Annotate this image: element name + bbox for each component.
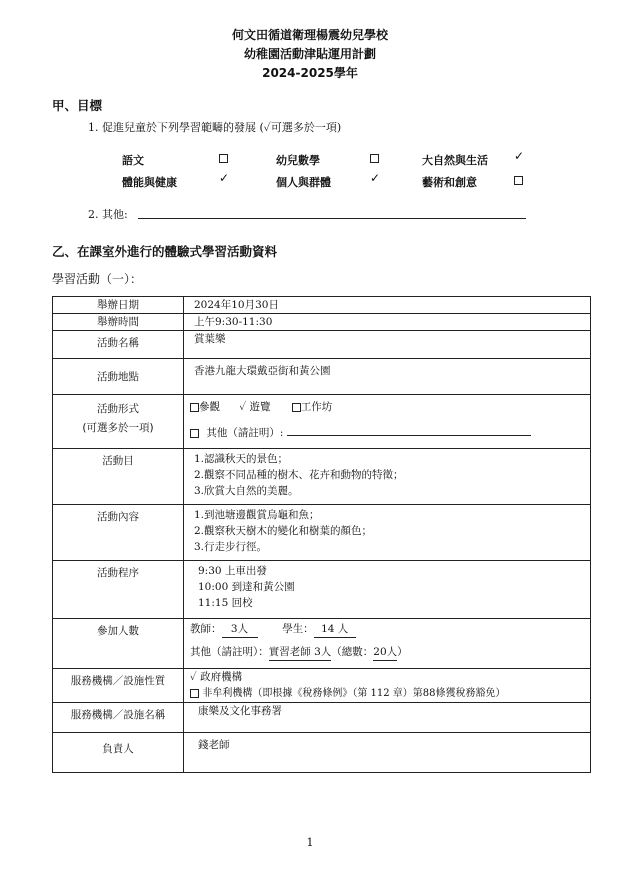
- date-value: 2024年10月30日: [184, 297, 591, 314]
- person-label: 負責人: [53, 733, 184, 773]
- org-type-government: 政府機構: [200, 671, 243, 683]
- list-item: 11:15 回校: [198, 597, 253, 609]
- table-row: [53, 703, 591, 733]
- goal-item-1: 1. 促進兒童於下列學習範疇的發展 (✓可選多於一項): [88, 121, 342, 134]
- checkbox-icon[interactable]: [514, 176, 523, 185]
- section-b-title: 乙、在課室外進行的體驗式學習活動資料: [52, 244, 278, 259]
- table-row: [53, 449, 591, 505]
- checkmark-icon[interactable]: ✓: [370, 171, 381, 185]
- table-row: [53, 297, 591, 314]
- other-goal-blank[interactable]: [138, 218, 526, 219]
- total-count: 20人: [373, 644, 397, 661]
- person-value: 錢老師: [184, 733, 591, 773]
- table-row: [53, 619, 591, 669]
- school-name: 何文田循道衛理楊震幼兒學校: [231, 28, 388, 42]
- form-option-tour: 遊覽: [249, 401, 271, 413]
- participants-label: 參加人數: [53, 619, 184, 669]
- table-row: [53, 395, 591, 449]
- teacher-count: 3人: [222, 621, 258, 638]
- activity-table: [52, 296, 591, 773]
- list-item: 10:00 到達和黃公園: [198, 581, 295, 593]
- time-value: 上午9:30-11:30: [184, 314, 591, 331]
- procedure-label: 活動程序: [53, 561, 184, 619]
- goal-item-2-label: 2. 其他:: [88, 208, 128, 221]
- procedure-value: [184, 561, 591, 619]
- goal-label: 藝術和創意: [422, 176, 477, 189]
- checkmark-icon[interactable]: ✓: [219, 171, 230, 185]
- org-type-value: [184, 669, 591, 703]
- total-suffix: ）: [397, 646, 408, 658]
- content-value: [184, 505, 591, 561]
- date-label: 舉辦日期: [53, 297, 184, 314]
- student-count: 14 人: [314, 621, 356, 638]
- table-row: [53, 505, 591, 561]
- org-type-label: 服務機構／設施性質: [53, 669, 184, 703]
- form-label: 活動形式: [97, 403, 139, 415]
- goal-label: 幼兒數學: [276, 154, 320, 167]
- form-option-other: 其他（請註明）:: [206, 427, 284, 439]
- form-options: [184, 395, 591, 449]
- list-item: 9:30 上車出發: [198, 565, 267, 577]
- goal-row-label: 活動目: [53, 449, 184, 505]
- table-row: [53, 669, 591, 703]
- list-item: 2.觀察秋天樹木的變化和樹葉的顏色；: [194, 525, 373, 537]
- form-option-visit: 參觀: [199, 401, 220, 413]
- checkmark-icon[interactable]: ✓: [190, 671, 197, 683]
- school-year: 2024-2025學年: [262, 66, 358, 80]
- table-row: [53, 331, 591, 359]
- place-label: 活動地點: [53, 359, 184, 395]
- checkmark-icon[interactable]: ✓: [239, 401, 247, 413]
- time-label: 舉辦時間: [53, 314, 184, 331]
- form-label-cell: [53, 395, 184, 449]
- checkmark-icon[interactable]: ✓: [514, 149, 525, 163]
- list-item: 3.欣賞大自然的美麗。: [194, 485, 299, 497]
- page-number: 1: [306, 836, 314, 849]
- form-option-workshop: 工作坊: [300, 401, 333, 413]
- checkbox-icon[interactable]: [292, 403, 301, 412]
- plan-title: 幼稚園活動津貼運用計劃: [243, 47, 376, 61]
- content-label: 活動內容: [53, 505, 184, 561]
- activity-title: 學習活動（一）：: [52, 272, 143, 286]
- checkbox-icon[interactable]: [219, 154, 228, 163]
- org-type-nonprofit: 非牟利機構（即根據《稅務條例》（第 112 章）第88條獲稅務豁免）: [202, 688, 506, 699]
- other-form-blank[interactable]: [287, 425, 531, 436]
- checkbox-icon[interactable]: [370, 154, 379, 163]
- goal-label: 個人與群體: [276, 176, 331, 189]
- table-row: [53, 733, 591, 773]
- checkbox-icon[interactable]: [190, 689, 199, 698]
- goal-row-value: [184, 449, 591, 505]
- goal-label: 大自然與生活: [422, 154, 488, 167]
- checkbox-icon[interactable]: [190, 403, 199, 412]
- other-participants-label: 其他（請註明）：: [190, 646, 269, 658]
- org-name-value: 康樂及文化事務署: [184, 703, 591, 733]
- name-value: 賞葉樂: [184, 331, 591, 359]
- list-item: 1.認識秋天的景色；: [194, 453, 289, 465]
- student-label: 學生：: [282, 623, 314, 635]
- place-value: 香港九龍大環戴亞街和黃公園: [184, 359, 591, 395]
- table-row: [53, 314, 591, 331]
- form-sub-label: (可選多於一項): [82, 422, 154, 434]
- goal-label: 語文: [122, 154, 144, 167]
- list-item: 2.觀察不同品種的樹木、花卉和動物的特徵；: [194, 469, 404, 481]
- section-a-title: 甲、目標: [52, 98, 103, 113]
- name-label: 活動名稱: [53, 331, 184, 359]
- list-item: 3.行走步行徑。: [194, 541, 268, 553]
- table-row: [53, 359, 591, 395]
- org-name-label: 服務機構／設施名稱: [53, 703, 184, 733]
- other-participants-value: 實習老師 3人: [269, 644, 332, 661]
- teacher-label: 教師：: [190, 623, 222, 635]
- total-label: （總數：: [331, 646, 374, 658]
- table-row: [53, 561, 591, 619]
- list-item: 1.到池塘邊觀賞烏龜和魚；: [194, 509, 320, 521]
- participants-value: [184, 619, 591, 669]
- goal-label: 體能與健康: [122, 176, 177, 189]
- checkbox-icon[interactable]: [190, 429, 199, 438]
